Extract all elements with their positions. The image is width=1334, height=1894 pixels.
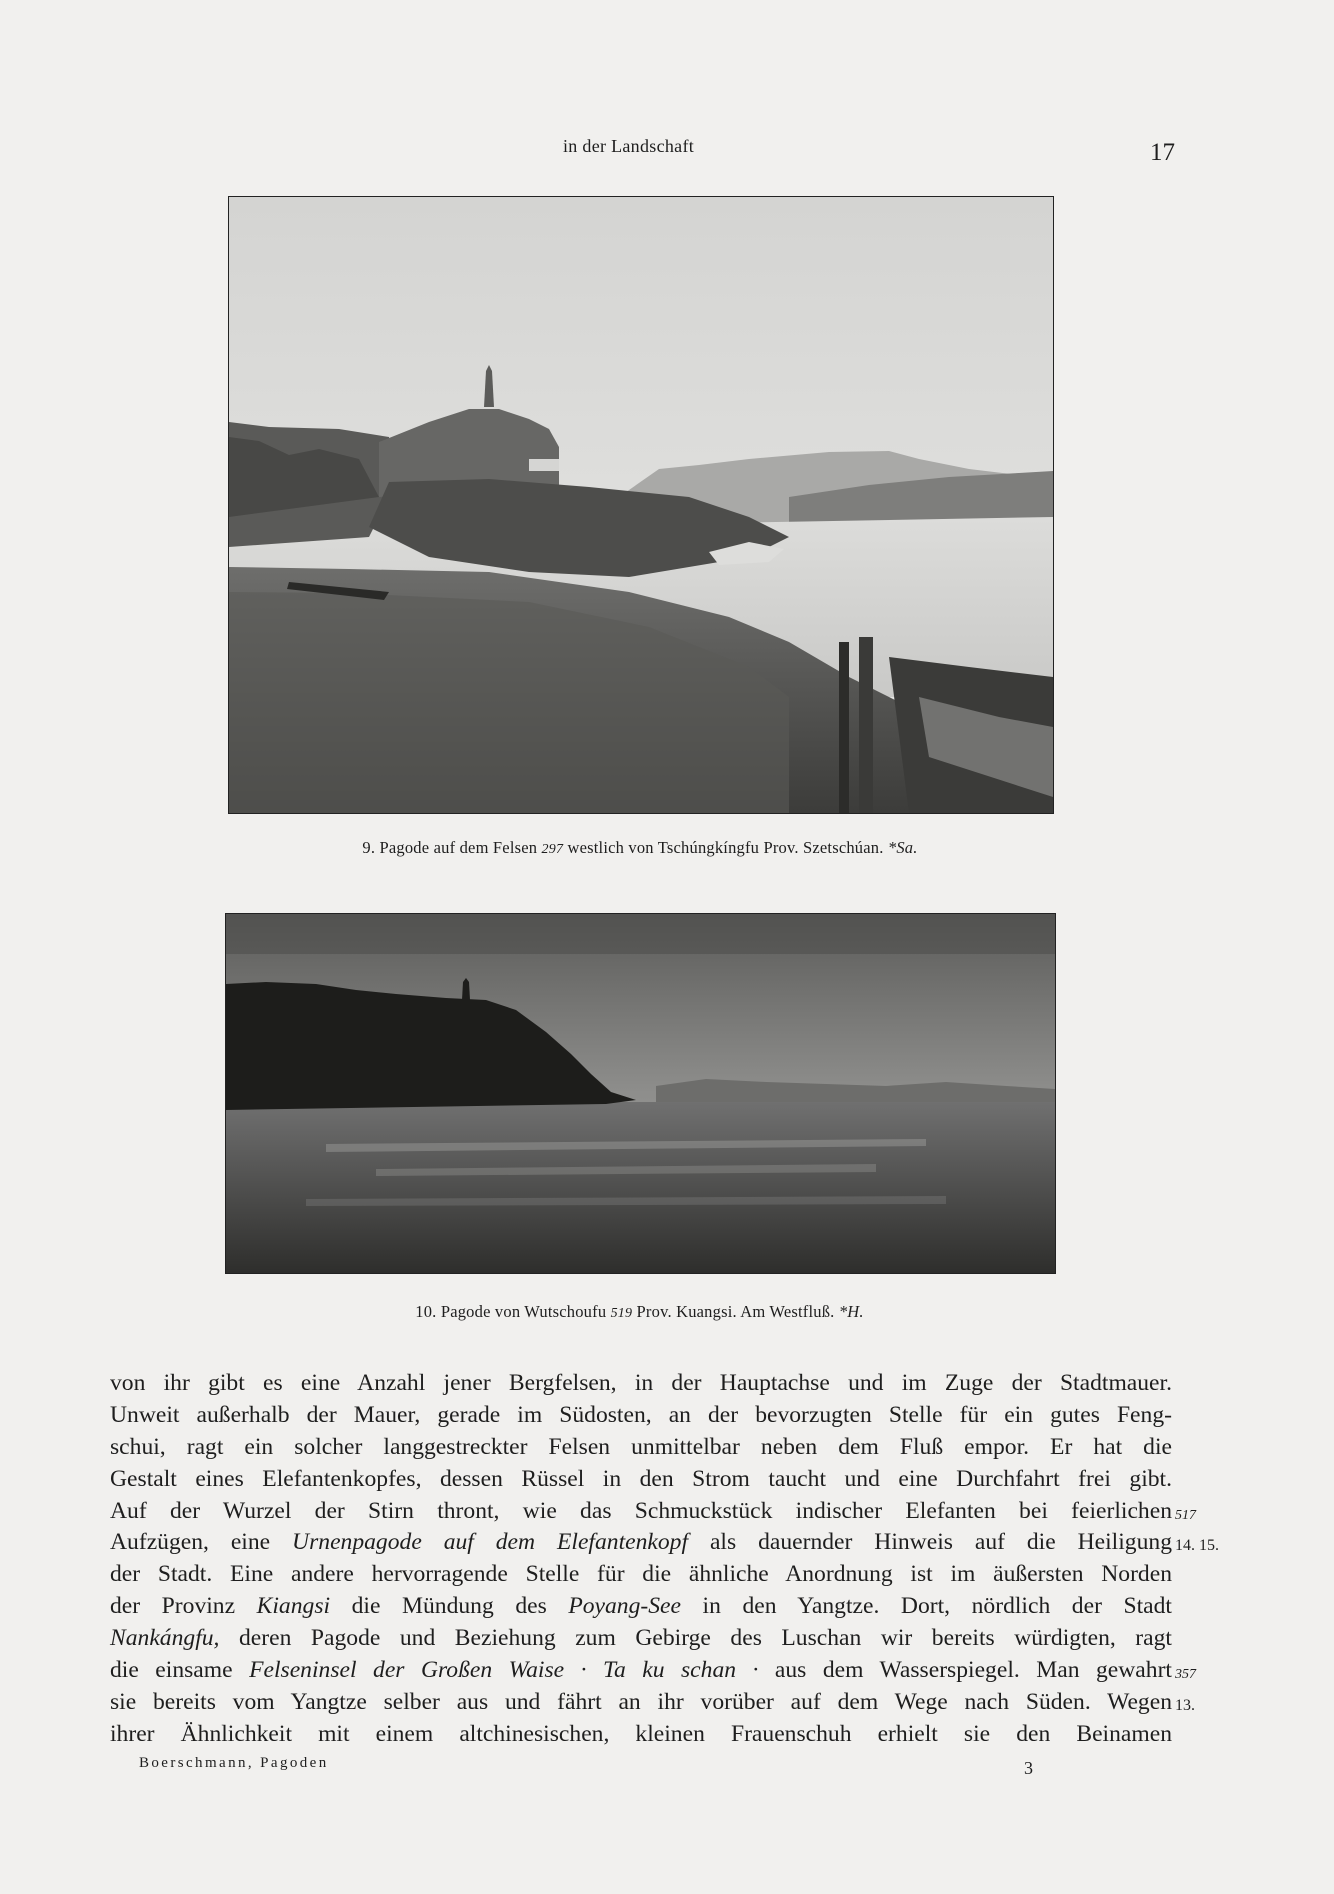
italic-term: Kiangsi — [256, 1593, 331, 1620]
figure-9-image — [229, 197, 1053, 813]
footer-author-title: Boerschmann, Pagoden — [139, 1755, 329, 1771]
italic-term: Felseninsel der Großen Waise · Ta ku schan · — [249, 1657, 759, 1684]
margin-note: 14. 15. — [1175, 1537, 1219, 1554]
body-line: Nankángfu, deren Pagode und Beziehung zum Gebirge des Luschan wir bereits würdigten, ragt — [110, 1625, 1172, 1652]
italic-term: Poyang-See — [568, 1593, 681, 1620]
figure-10-caption — [225, 1302, 1054, 1322]
figure-10-caption-text: Prov. Kuangsi. Am Westfluß. — [636, 1302, 835, 1321]
figure-9-caption-text: westlich von Tschúngkíngfu Prov. Szetschúan. — [567, 838, 884, 857]
figure-10-caption-ref: 519 — [610, 1306, 633, 1321]
body-line: von ihr gibt es eine Anzahl jener Bergfelsen, in der Hauptachse und im Zuge der Stadtmauer. — [110, 1370, 1172, 1396]
figure-10-caption-source: *H. — [838, 1302, 864, 1321]
body-line: der Stadt. Eine andere hervorragende Stelle für die ähnliche Anordnung ist im äußersten Norden — [110, 1561, 1172, 1588]
figure-9-caption-source: *Sa. — [887, 838, 918, 857]
margin-note: 517 — [1175, 1508, 1196, 1523]
footer-signature: 3 — [1024, 1758, 1033, 1778]
body-line: schui, ragt ein solcher langgestreckter Felsen unmittelbar neben dem Fluß empor. Er hat die — [110, 1433, 1172, 1460]
body-line: Gestalt eines Elefantenkopfes, dessen Rüssel in den Strom taucht und eine Durchfahrt frei gibt. — [110, 1465, 1172, 1492]
body-line: sie bereits vom Yangtze selber aus und fährt an ihr vorüber auf dem Wege nach Süden. Wegen — [110, 1688, 1172, 1715]
figure-10-image — [226, 914, 1055, 1273]
figure-9-caption-num: 9. Pagode auf dem Felsen — [362, 838, 538, 857]
body-line: Unweit außerhalb der Mauer, gerade im Südosten, an der bevorzugten Stelle für ein gutes Feng- — [110, 1401, 1172, 1428]
body-line: die einsame Felseninsel der Großen Waise · Ta ku schan · aus dem Wasserspiegel. Man gewahrt — [110, 1657, 1172, 1684]
italic-term: Urnenpagode auf dem Elefantenkopf — [292, 1529, 689, 1556]
page-number: 17 — [1150, 139, 1175, 166]
figure-10-photo — [225, 913, 1056, 1274]
figure-10-caption-num: 10. Pagode von Wutschoufu — [415, 1302, 607, 1321]
figure-9-caption-ref: 297 — [541, 842, 564, 857]
body-line: der Provinz Kiangsi die Mündung des Poyang-See in den Yangtze. Dort, nördlich der Stadt — [110, 1593, 1172, 1620]
figure-9-photo — [228, 196, 1054, 814]
figure-9-caption — [228, 838, 1052, 858]
body-text — [110, 1368, 1172, 1751]
margin-note: 357 — [1175, 1667, 1196, 1682]
body-line: ihrer Ähnlichkeit mit einem altchinesischen, kleinen Frauenschuh erhielt sie den Beinamen — [110, 1720, 1172, 1747]
body-line: Auf der Wurzel der Stirn thront, wie das Schmuckstück indischer Elefanten bei feierlichen — [110, 1497, 1172, 1524]
running-head: in der Landschaft — [563, 136, 695, 156]
italic-term: Nankángfu, — [110, 1625, 220, 1652]
margin-note: 13. — [1175, 1697, 1195, 1714]
body-line: Aufzügen, eine Urnenpagode auf dem Elefantenkopf als dauernder Hinweis auf die Heiligung — [110, 1529, 1172, 1556]
